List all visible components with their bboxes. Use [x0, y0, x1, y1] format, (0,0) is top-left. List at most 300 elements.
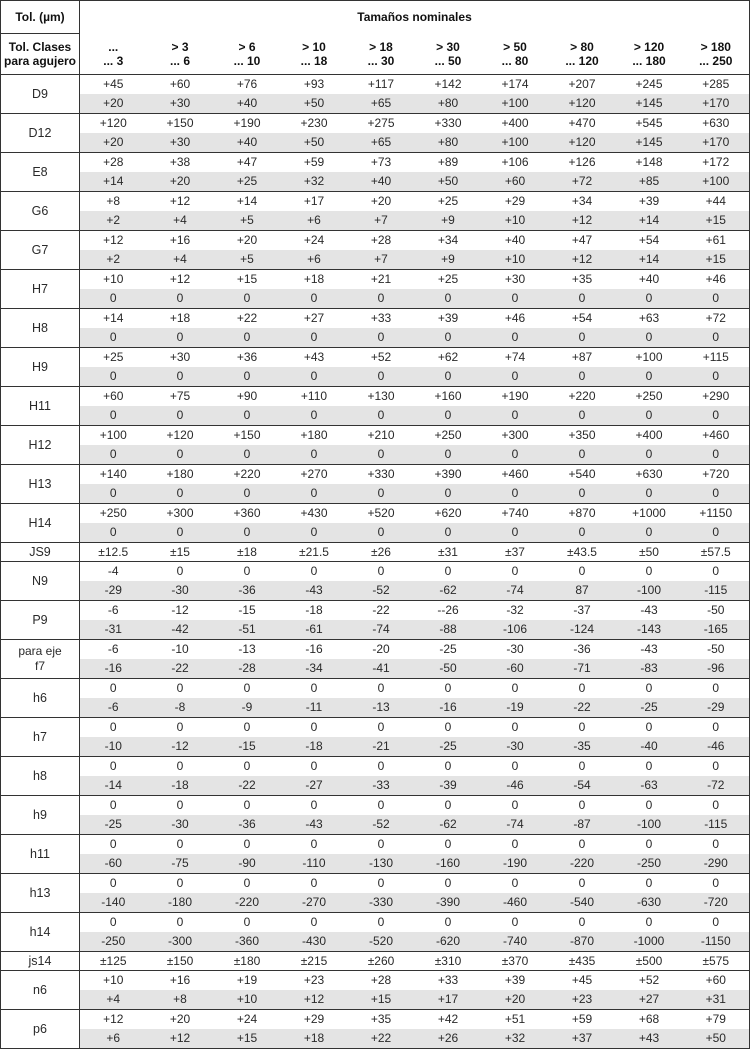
lower-deviation: +50: [281, 94, 348, 114]
upper-deviation: +545: [635, 116, 663, 130]
upper-deviation: 0: [578, 837, 586, 851]
lower-deviation: -14: [80, 776, 147, 796]
lower-deviation: -6: [80, 698, 147, 718]
table-row: [1, 913, 750, 933]
lower-deviation: -540: [549, 893, 616, 913]
upper-deviation: 0: [176, 720, 184, 734]
lower-deviation: -290: [683, 854, 750, 874]
class-label: H14: [1, 504, 80, 543]
upper-deviation: 0: [176, 837, 184, 851]
upper-deviation: +76: [236, 77, 258, 91]
lower-deviation: 0: [147, 484, 214, 504]
upper-deviation: 0: [243, 798, 251, 812]
lower-deviation: -15: [214, 737, 281, 757]
class-label: D12: [1, 114, 80, 153]
upper-deviation: +40: [638, 272, 660, 286]
upper-deviation: -18: [305, 603, 323, 617]
upper-deviation: +140: [99, 467, 127, 481]
upper-deviation: +100: [99, 428, 127, 442]
lower-deviation: 0: [482, 445, 549, 465]
class-label: h11: [1, 835, 80, 874]
class-label: n6: [1, 971, 80, 1010]
lower-deviation: +40: [214, 133, 281, 153]
upper-deviation: +540: [568, 467, 596, 481]
upper-deviation: 0: [712, 759, 720, 773]
lower-deviation: -35: [549, 737, 616, 757]
table-row: [1, 971, 750, 991]
lower-deviation: -10: [80, 737, 147, 757]
table-row: [1, 484, 750, 504]
upper-deviation: 0: [511, 564, 519, 578]
lower-deviation: 0: [281, 328, 348, 348]
upper-deviation: +33: [437, 973, 459, 987]
lower-deviation: +9: [415, 211, 482, 231]
lower-deviation: +15: [683, 211, 750, 231]
upper-deviation: +23: [303, 973, 325, 987]
lower-deviation: 0: [80, 484, 147, 504]
upper-deviation: +250: [99, 506, 127, 520]
lower-deviation: -18: [281, 737, 348, 757]
upper-deviation: +59: [303, 155, 325, 169]
upper-deviation: 0: [377, 798, 385, 812]
class-label: H12: [1, 426, 80, 465]
lower-deviation: +5: [214, 250, 281, 270]
table-row: [1, 406, 750, 426]
table-row: [1, 445, 750, 465]
upper-deviation: +52: [370, 350, 392, 364]
upper-deviation: +20: [236, 233, 258, 247]
lower-deviation: +65: [348, 94, 415, 114]
lower-deviation: 0: [281, 523, 348, 543]
range-to: ... 18: [300, 53, 328, 68]
table-row: [1, 679, 750, 699]
upper-deviation: +330: [434, 116, 462, 130]
lower-deviation: 0: [415, 406, 482, 426]
upper-deviation: +720: [702, 467, 730, 481]
upper-deviation: 0: [310, 915, 318, 929]
upper-deviation: 0: [511, 798, 519, 812]
lower-deviation: 0: [482, 484, 549, 504]
lower-deviation: +50: [281, 133, 348, 153]
lower-deviation: +65: [348, 133, 415, 153]
upper-deviation: +14: [103, 311, 124, 325]
lower-deviation: 0: [348, 445, 415, 465]
lower-deviation: -34: [281, 659, 348, 679]
lower-deviation: +32: [281, 172, 348, 192]
lower-deviation: -43: [281, 815, 348, 835]
upper-deviation: +10: [103, 973, 124, 987]
lower-deviation: -25: [80, 815, 147, 835]
upper-deviation: 0: [645, 564, 653, 578]
lower-deviation: -13: [348, 698, 415, 718]
upper-deviation: 0: [645, 915, 653, 929]
upper-deviation: -6: [107, 603, 119, 617]
lower-deviation: 0: [80, 406, 147, 426]
upper-deviation: +47: [571, 233, 593, 247]
upper-deviation: +1000: [632, 506, 666, 520]
lower-deviation: 0: [147, 289, 214, 309]
upper-deviation: +25: [437, 272, 459, 286]
lower-deviation: 0: [348, 289, 415, 309]
upper-deviation: 0: [444, 681, 452, 695]
upper-deviation: +15: [236, 272, 258, 286]
upper-deviation: +73: [370, 155, 392, 169]
lower-deviation: +40: [348, 172, 415, 192]
upper-deviation: 0: [243, 720, 251, 734]
upper-deviation: +93: [303, 77, 325, 91]
upper-deviation: +174: [501, 77, 529, 91]
header-row-1: [1, 1, 750, 34]
table-row: [1, 1010, 750, 1030]
upper-deviation: +42: [437, 1012, 459, 1026]
upper-deviation: 0: [578, 564, 586, 578]
lower-deviation: +30: [147, 94, 214, 114]
lower-deviation: 0: [482, 367, 549, 387]
lower-deviation: +15: [214, 1029, 281, 1049]
upper-deviation: 0: [176, 915, 184, 929]
upper-deviation: 0: [511, 720, 519, 734]
upper-deviation: 0: [511, 876, 519, 890]
upper-deviation: -16: [305, 642, 323, 656]
table-row: [1, 562, 750, 582]
lower-deviation: 0: [147, 328, 214, 348]
upper-deviation: +45: [571, 973, 593, 987]
table-row: [1, 231, 750, 251]
class-label: E8: [1, 153, 80, 192]
upper-deviation: +275: [367, 116, 395, 130]
lower-deviation: 0: [415, 445, 482, 465]
class-label: para eje f7: [1, 640, 80, 679]
upper-deviation: +360: [233, 506, 261, 520]
table-row: [1, 328, 750, 348]
range-from: ...: [108, 39, 119, 54]
range-to: ... 250: [699, 53, 733, 68]
table-row: [1, 133, 750, 153]
lower-deviation: +100: [482, 133, 549, 153]
lower-deviation: -16: [80, 659, 147, 679]
upper-deviation: +87: [571, 350, 593, 364]
upper-deviation: 0: [109, 720, 117, 734]
upper-deviation: 0: [578, 915, 586, 929]
lower-deviation: 0: [348, 328, 415, 348]
range-to: ... 30: [367, 53, 395, 68]
upper-deviation: +630: [635, 467, 663, 481]
upper-deviation: +270: [300, 467, 328, 481]
upper-deviation: 0: [645, 759, 653, 773]
tolerance-value: ±150: [147, 952, 214, 971]
upper-deviation: +16: [169, 973, 191, 987]
upper-deviation: +20: [169, 1012, 191, 1026]
class-label: P9: [1, 601, 80, 640]
table-row: [1, 757, 750, 777]
lower-deviation: -115: [683, 581, 750, 601]
lower-deviation: +50: [683, 1029, 750, 1049]
upper-deviation: +34: [437, 233, 459, 247]
range-header: [482, 34, 549, 75]
upper-deviation: -50: [707, 603, 725, 617]
lower-deviation: -33: [348, 776, 415, 796]
upper-deviation: +12: [103, 233, 124, 247]
lower-deviation: -41: [348, 659, 415, 679]
header-row-2: [1, 34, 750, 75]
lower-deviation: +30: [147, 133, 214, 153]
table-row: [1, 932, 750, 952]
upper-deviation: 0: [712, 798, 720, 812]
lower-deviation: 0: [281, 445, 348, 465]
upper-deviation: +130: [367, 389, 395, 403]
class-label: D9: [1, 75, 80, 114]
lower-deviation: -220: [549, 854, 616, 874]
upper-deviation: +27: [303, 311, 325, 325]
lower-deviation: -270: [281, 893, 348, 913]
lower-deviation: +6: [281, 211, 348, 231]
class-label: N9: [1, 562, 80, 601]
table-row: [1, 543, 750, 562]
upper-deviation: 0: [511, 915, 519, 929]
lower-deviation: +85: [616, 172, 683, 192]
upper-deviation: 0: [243, 915, 251, 929]
tolerance-value: ±15: [147, 543, 214, 562]
class-label: h8: [1, 757, 80, 796]
lower-deviation: 0: [616, 523, 683, 543]
lower-deviation: 0: [281, 367, 348, 387]
upper-deviation: +36: [236, 350, 258, 364]
upper-deviation: +28: [370, 233, 392, 247]
lower-deviation: 0: [549, 484, 616, 504]
lower-deviation: +6: [80, 1029, 147, 1049]
table-row: [1, 94, 750, 114]
lower-deviation: +50: [415, 172, 482, 192]
upper-deviation: +10: [103, 272, 124, 286]
lower-deviation: -42: [147, 620, 214, 640]
lower-deviation: -96: [683, 659, 750, 679]
lower-deviation: -74: [348, 620, 415, 640]
upper-deviation: +59: [571, 1012, 593, 1026]
range-header: [683, 34, 750, 75]
upper-deviation: 0: [444, 564, 452, 578]
lower-deviation: -25: [415, 737, 482, 757]
lower-deviation: +120: [549, 133, 616, 153]
lower-deviation: +18: [281, 1029, 348, 1049]
upper-deviation: +300: [501, 428, 529, 442]
upper-deviation: 0: [645, 720, 653, 734]
lower-deviation: -360: [214, 932, 281, 952]
upper-deviation: +12: [103, 1012, 124, 1026]
range-header: [147, 34, 214, 75]
table-row: [1, 114, 750, 134]
lower-deviation: -300: [147, 932, 214, 952]
lower-deviation: 0: [281, 484, 348, 504]
upper-deviation: -30: [506, 642, 524, 656]
upper-deviation: 0: [243, 681, 251, 695]
lower-deviation: -22: [549, 698, 616, 718]
lower-deviation: -71: [549, 659, 616, 679]
lower-deviation: +43: [616, 1029, 683, 1049]
lower-deviation: -83: [616, 659, 683, 679]
upper-deviation: +60: [169, 77, 191, 91]
range-from: > 120: [633, 39, 665, 54]
table-row: [1, 893, 750, 913]
upper-deviation: +33: [370, 311, 392, 325]
lower-deviation: -72: [683, 776, 750, 796]
upper-deviation: +120: [166, 428, 194, 442]
upper-deviation: +51: [504, 1012, 526, 1026]
lower-deviation: 0: [214, 406, 281, 426]
tolerance-value: ±180: [214, 952, 281, 971]
upper-deviation: +180: [300, 428, 328, 442]
lower-deviation: +12: [549, 250, 616, 270]
upper-deviation: +207: [568, 77, 596, 91]
lower-deviation: 0: [281, 289, 348, 309]
upper-deviation: 0: [310, 564, 318, 578]
lower-deviation: -29: [80, 581, 147, 601]
lower-deviation: 0: [549, 328, 616, 348]
lower-deviation: -88: [415, 620, 482, 640]
upper-deviation: +12: [169, 194, 191, 208]
upper-deviation: 0: [578, 720, 586, 734]
lower-deviation: -143: [616, 620, 683, 640]
upper-deviation: 0: [377, 876, 385, 890]
lower-deviation: -46: [683, 737, 750, 757]
tolerance-value: ±37: [482, 543, 549, 562]
lower-deviation: -60: [80, 854, 147, 874]
class-label: JS9: [1, 543, 80, 562]
upper-deviation: +54: [638, 233, 660, 247]
lower-deviation: +60: [482, 172, 549, 192]
lower-deviation: 0: [549, 367, 616, 387]
lower-deviation: +145: [616, 133, 683, 153]
range-to: ... 3: [103, 53, 124, 68]
lower-deviation: 0: [683, 367, 750, 387]
lower-deviation: 0: [80, 328, 147, 348]
upper-deviation: -13: [238, 642, 256, 656]
upper-deviation: +460: [702, 428, 730, 442]
lower-deviation: +17: [415, 990, 482, 1010]
upper-deviation: 0: [712, 720, 720, 734]
lower-deviation: +20: [482, 990, 549, 1010]
upper-deviation: +110: [300, 389, 328, 403]
upper-deviation: 0: [444, 876, 452, 890]
lower-deviation: -124: [549, 620, 616, 640]
lower-deviation: 0: [147, 523, 214, 543]
upper-deviation: 0: [645, 681, 653, 695]
upper-deviation: 0: [578, 759, 586, 773]
lower-deviation: +10: [214, 990, 281, 1010]
lower-deviation: 0: [214, 367, 281, 387]
table-row: [1, 153, 750, 173]
tolerance-value: ±575: [683, 952, 750, 971]
lower-deviation: +14: [616, 211, 683, 231]
lower-deviation: 0: [683, 406, 750, 426]
lower-deviation: +20: [147, 172, 214, 192]
lower-deviation: -740: [482, 932, 549, 952]
lower-deviation: +10: [482, 250, 549, 270]
lower-deviation: -50: [415, 659, 482, 679]
lower-deviation: 0: [415, 484, 482, 504]
lower-deviation: +4: [147, 250, 214, 270]
upper-deviation: +30: [504, 272, 526, 286]
upper-deviation: +12: [169, 272, 191, 286]
lower-deviation: 0: [214, 523, 281, 543]
lower-deviation: 0: [616, 289, 683, 309]
table-row: [1, 952, 750, 971]
upper-deviation: +120: [99, 116, 127, 130]
upper-deviation: +34: [571, 194, 593, 208]
upper-deviation: +29: [504, 194, 526, 208]
upper-deviation: +870: [568, 506, 596, 520]
lower-deviation: 0: [683, 445, 750, 465]
lower-deviation: 0: [482, 328, 549, 348]
table-row: [1, 309, 750, 329]
upper-deviation: +35: [370, 1012, 392, 1026]
lower-deviation: 0: [683, 523, 750, 543]
lower-deviation: -130: [348, 854, 415, 874]
upper-deviation: 0: [310, 759, 318, 773]
upper-deviation: +400: [635, 428, 663, 442]
lower-deviation: -30: [147, 581, 214, 601]
range-to: ... 80: [501, 53, 529, 68]
lower-deviation: -25: [616, 698, 683, 718]
class-label: h9: [1, 796, 80, 835]
upper-deviation: 0: [310, 681, 318, 695]
lower-deviation: 0: [683, 289, 750, 309]
class-label: H13: [1, 465, 80, 504]
lower-deviation: +8: [147, 990, 214, 1010]
upper-deviation: +8: [106, 194, 121, 208]
lower-deviation: -27: [281, 776, 348, 796]
upper-deviation: 0: [377, 759, 385, 773]
upper-deviation: 0: [712, 681, 720, 695]
lower-deviation: +80: [415, 94, 482, 114]
tolerance-value: ±125: [80, 952, 147, 971]
upper-deviation: 0: [109, 837, 117, 851]
range-to: ... 50: [434, 53, 462, 68]
lower-deviation: 0: [214, 484, 281, 504]
lower-deviation: -630: [616, 893, 683, 913]
lower-deviation: 0: [415, 289, 482, 309]
lower-deviation: -30: [147, 815, 214, 835]
upper-deviation: +74: [504, 350, 526, 364]
upper-deviation: +75: [169, 389, 191, 403]
lower-deviation: +9: [415, 250, 482, 270]
upper-deviation: 0: [645, 837, 653, 851]
lower-deviation: 0: [147, 445, 214, 465]
lower-deviation: -40: [616, 737, 683, 757]
table-row: [1, 718, 750, 738]
lower-deviation: +170: [683, 133, 750, 153]
lower-deviation: -90: [214, 854, 281, 874]
corner-header: Tol. (µm): [1, 1, 80, 34]
tolerance-value: ±43.5: [549, 543, 616, 562]
range-from: > 50: [503, 39, 527, 54]
range-from: > 180: [700, 39, 731, 54]
upper-deviation: 0: [109, 798, 117, 812]
upper-deviation: +25: [103, 350, 124, 364]
upper-deviation: -43: [640, 642, 658, 656]
lower-deviation: -60: [482, 659, 549, 679]
upper-deviation: +22: [236, 311, 258, 325]
upper-deviation: +117: [367, 77, 395, 91]
lower-deviation: -11: [281, 698, 348, 718]
upper-deviation: +20: [370, 194, 392, 208]
lower-deviation: +22: [348, 1029, 415, 1049]
lower-deviation: +72: [549, 172, 616, 192]
lower-deviation: -46: [482, 776, 549, 796]
lower-deviation: -12: [147, 737, 214, 757]
lower-deviation: 0: [616, 406, 683, 426]
table-body: [1, 75, 750, 1049]
upper-deviation: +60: [705, 973, 726, 987]
